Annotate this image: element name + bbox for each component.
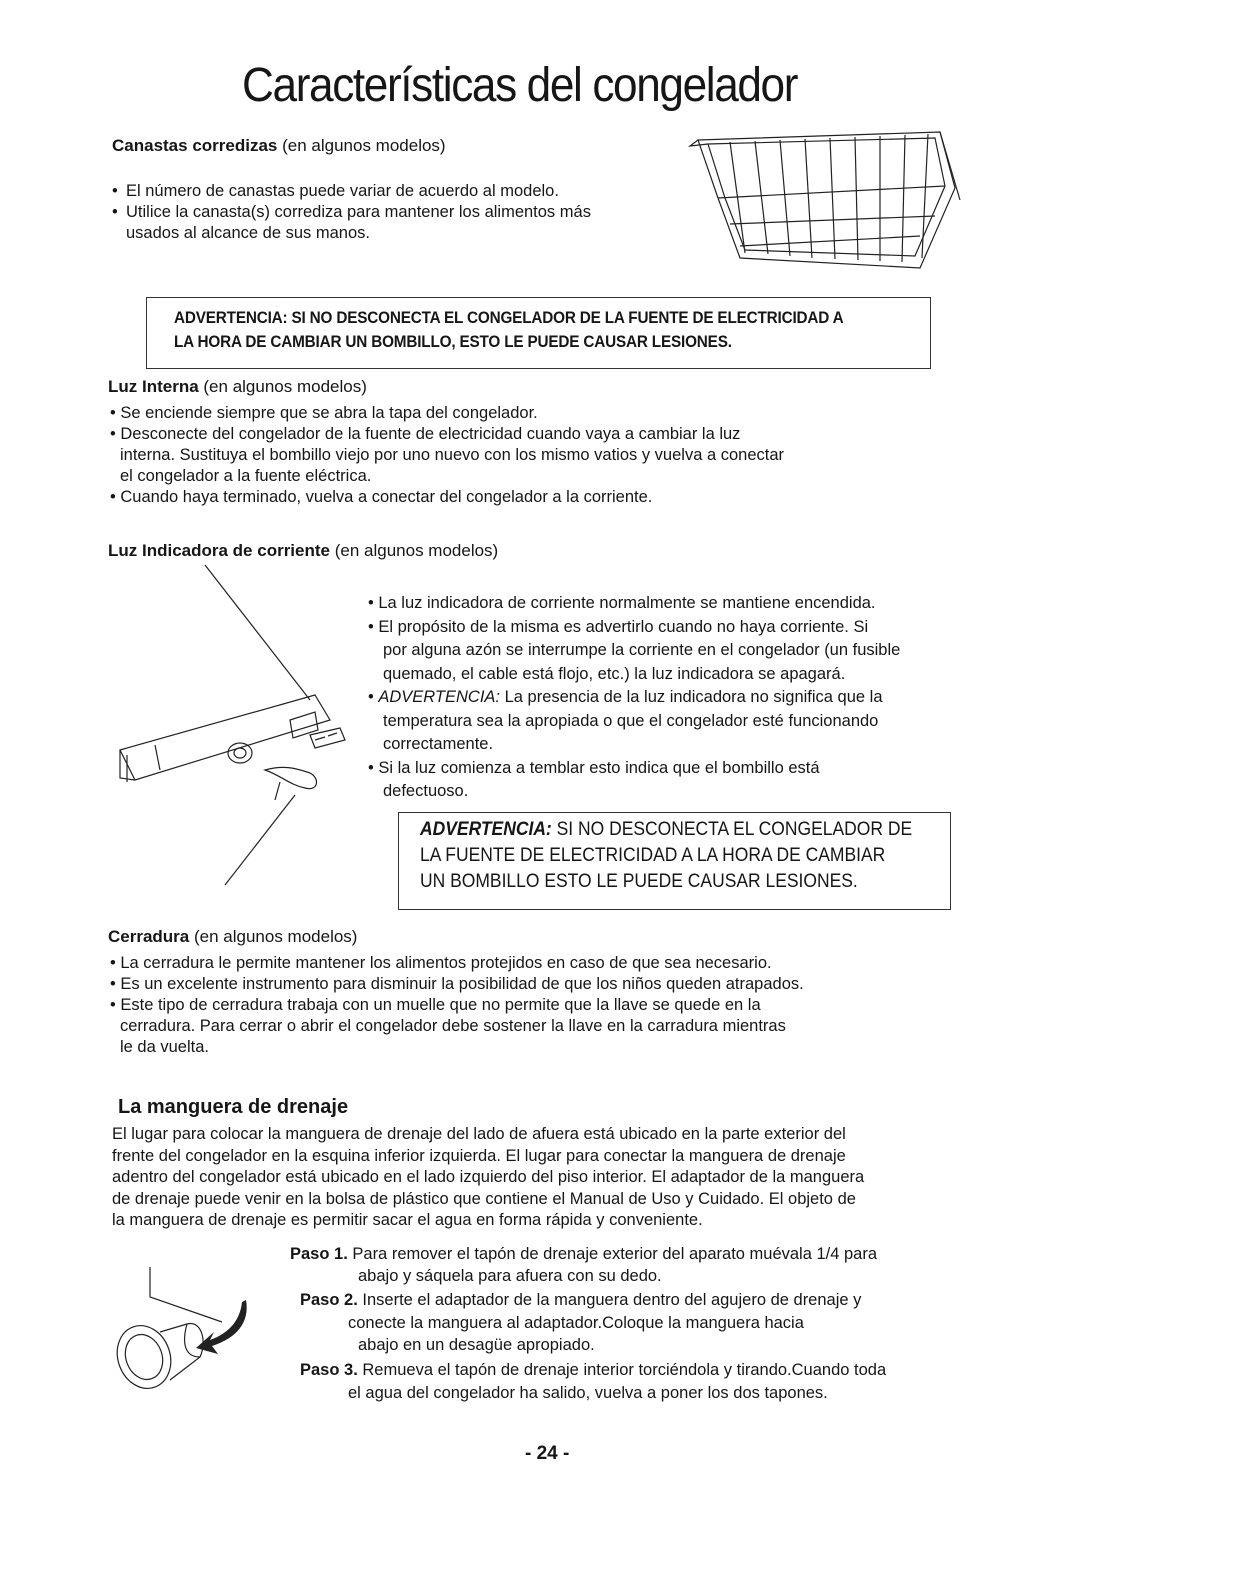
interior-light-heading-rest: (en algunos modelos) <box>198 377 367 396</box>
step-label: Paso 2. <box>300 1291 358 1309</box>
list-item: • La luz indicadora de corriente normalmente se mantiene encendida. <box>368 594 876 612</box>
warning-bulb-line2: LA HORA DE CAMBIAR UN BOMBILLO, ESTO LE PUEDE CAUSAR LESIONES. <box>174 332 732 351</box>
paragraph-line: frente del congelador en la esquina inferior izquierda. El lugar para conectar la manguera de drenaje <box>112 1146 846 1165</box>
list-item: • Cuando haya terminado, vuelva a conectar del congelador a la corriente. <box>110 488 653 506</box>
list-item: • El número de canastas puede variar de acuerdo al modelo. <box>112 181 591 202</box>
drain-plug-illustration <box>112 1262 272 1412</box>
list-item-continuation: temperatura sea la apropiada o que el congelador esté funcionando <box>383 711 879 730</box>
paragraph-line: la manguera de drenaje es permitir sacar el agua en forma rápida y conveniente. <box>112 1211 703 1229</box>
list-item: • Desconecte del congelador de la fuente de electricidad cuando vaya a cambiar la luz <box>110 425 741 443</box>
list-item: • El propósito de la misma es advertirlo cuando no haya corriente. Si <box>368 617 869 636</box>
warning-indicator-line2: LA FUENTE DE ELECTRICIDAD A LA HORA DE CAMBIAR <box>420 845 886 866</box>
step-label: Paso 1. <box>290 1245 348 1263</box>
indicator-light-illustration <box>115 560 355 900</box>
warning-bulb-line1: ADVERTENCIA: SI NO DESCONECTA EL CONGELADOR DE LA FUENTE DE ELECTRICIDAD A <box>174 308 844 327</box>
warning-indicator-line3: UN BOMBILLO ESTO LE PUEDE CAUSAR LESIONES. <box>420 871 858 892</box>
power-light-heading-rest: (en algunos modelos) <box>330 541 499 560</box>
list-item: • Si la luz comienza a temblar esto indica que el bombillo está <box>368 758 820 777</box>
list-item-continuation: defectuoso. <box>383 782 469 800</box>
baskets-bullets <box>112 181 591 223</box>
list-item-continuation: por alguna azón se interrumpe la corriente en el congelador (un fusible <box>383 641 901 659</box>
power-light-heading-bold: Luz Indicadora de corriente <box>108 541 330 560</box>
baskets-heading <box>112 136 446 156</box>
list-item: • ADVERTENCIA: La presencia de la luz indicadora no significa que la <box>368 688 883 706</box>
lock-body <box>110 953 804 1058</box>
list-item-continuation: el congelador a la fuente eléctrica. <box>120 467 372 485</box>
paragraph-line: El lugar para colocar la manguera de drenaje del lado de afuera está ubicado en la parte exterior del <box>112 1125 846 1143</box>
drain-heading: La manguera de drenaje <box>118 1096 349 1118</box>
lock-heading <box>108 927 357 947</box>
drain-step-2: Paso 2. Inserte el adaptador de la manguera dentro del agujero de drenaje y conecte la manguera al adaptador.Coloque la manguera hacia abajo en un desagüe apropiado. <box>300 1291 862 1354</box>
warning-indicator-line1: ADVERTENCIA: SI NO DESCONECTA EL CONGELADOR DE <box>420 819 913 840</box>
baskets-bullet-continuation: usados al alcance de sus manos. <box>126 224 370 242</box>
list-item-continuation: correctamente. <box>383 735 494 753</box>
list-item-continuation: interna. Sustituya el bombillo viejo por uno nuevo con los mismo vatios y vuelva a conectar <box>120 446 785 464</box>
paragraph-line: de drenaje puede venir en la bolsa de plástico que contiene el Manual de Uso y Cuidado. El objeto de <box>112 1189 856 1208</box>
page-number: - 24 - <box>525 1443 570 1464</box>
warning-indicator-label: ADVERTENCIA: <box>420 819 552 840</box>
power-light-body <box>368 592 900 804</box>
drain-step-1: Paso 1. Para remover el tapón de drenaje exterior del aparato muévala 1/4 para abajo y sáquela para afuera con su dedo. <box>290 1245 878 1285</box>
list-item: • Se enciende siempre que se abra la tapa del congelador. <box>110 404 538 422</box>
list-item: • Este tipo de cerradura trabaja con un muelle que no permite que la llave se quede en la <box>110 996 761 1014</box>
paragraph-line: adentro del congelador está ubicado en el lado izquierdo del piso interior. El adaptador de la manguera <box>112 1168 865 1186</box>
list-item-continuation: cerradura. Para cerrar o abrir el congelador debe sostener la llave en la carradura mientras <box>120 1017 786 1035</box>
basket-illustration <box>690 128 960 278</box>
lock-heading-bold: Cerradura <box>108 927 190 946</box>
drain-step-3: Paso 3. Remueva el tapón de drenaje interior torciéndola y tirando.Cuando toda el agua del congelador ha salido, vuelva a poner los dos tapones. <box>300 1361 887 1402</box>
interior-light-heading <box>108 377 367 397</box>
power-light-heading <box>108 541 498 561</box>
step-label: Paso 3. <box>300 1361 358 1379</box>
baskets-heading-rest: (en algunos modelos) <box>277 136 446 155</box>
list-item: • Utilice la canasta(s) corrediza para mantener los alimentos más <box>112 202 591 223</box>
drain-paragraph <box>112 1124 864 1232</box>
lock-heading-rest: (en algunos modelos) <box>189 927 358 946</box>
list-item-continuation: le da vuelta. <box>120 1038 209 1056</box>
list-item-continuation: quemado, el cable está flojo, etc.) la luz indicadora se apagará. <box>383 664 846 683</box>
list-item: • Es un excelente instrumento para disminuir la posibilidad de que los niños queden atrapados. <box>110 975 804 993</box>
baskets-heading-bold: Canastas corredizas <box>112 136 278 155</box>
list-item: • La cerradura le permite mantener los alimentos protejidos en caso de que sea necesario. <box>110 954 772 972</box>
page-title: Características del congelador <box>242 59 798 112</box>
interior-light-heading-bold: Luz Interna <box>108 377 199 396</box>
interior-light-body <box>110 403 784 508</box>
